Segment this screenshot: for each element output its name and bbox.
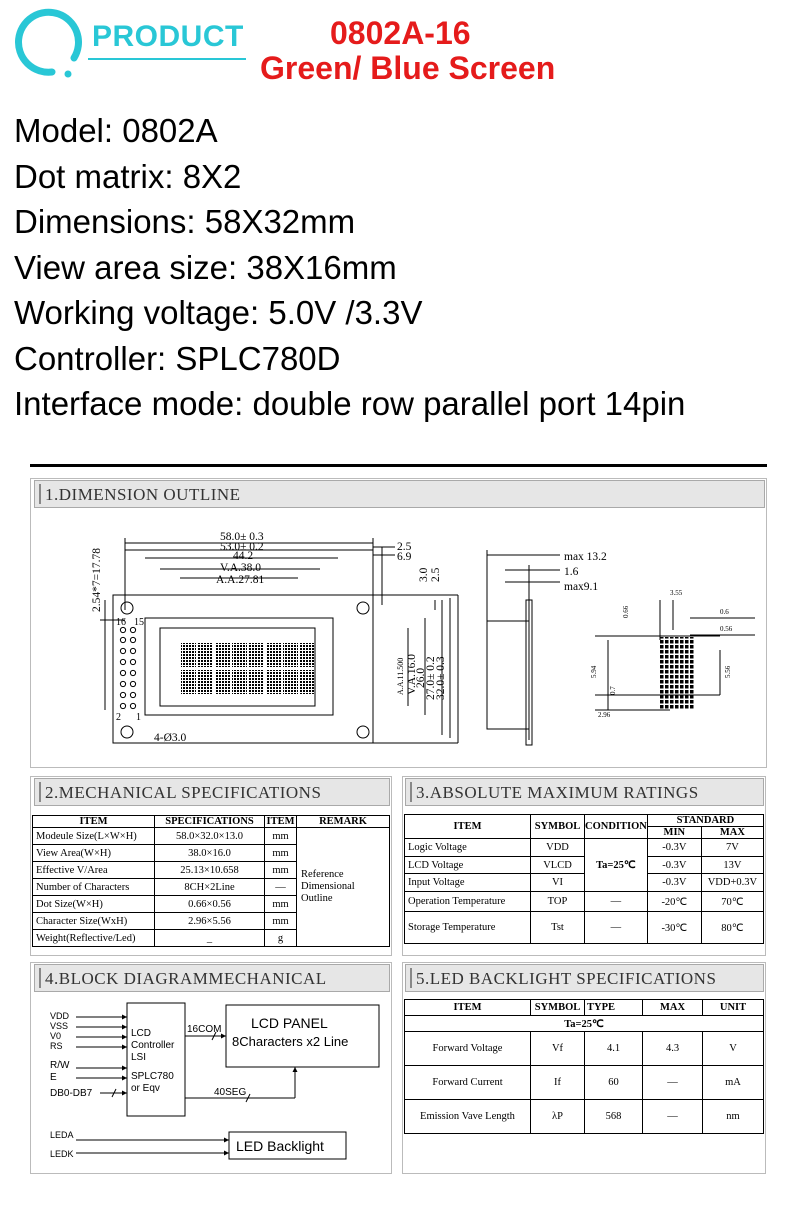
spec-list	[14, 108, 685, 427]
mech-th-item: ITEM	[33, 816, 155, 828]
mech-cell: Number of Characters	[33, 879, 155, 896]
block-input-rs: RS	[50, 1041, 63, 1051]
ratings-condition: Ta=25℃	[585, 839, 648, 892]
pin-15: 15	[134, 617, 144, 628]
section-block-title: 4.BLOCK DIAGRAMMECHANICAL	[45, 969, 327, 988]
ratings-th-item: ITEM	[405, 815, 531, 839]
dim-top-1: 53.0± 0.2	[220, 541, 264, 553]
dim-vert-6: 32.0± 0.3	[435, 656, 447, 700]
led-cell: 4.1	[585, 1032, 643, 1066]
ratings-th-symbol: SYMBOL	[531, 815, 585, 839]
ratings-th-min: MIN	[647, 827, 701, 839]
ratings-cell: LCD Voltage	[405, 856, 531, 874]
block-led-a: LEDA	[50, 1130, 74, 1140]
mech-cell: g	[265, 930, 297, 947]
dim-vert-4: 26.0	[415, 667, 427, 688]
section-ratings-header	[405, 778, 764, 806]
dot-dim-0: 3.55	[670, 589, 683, 597]
spec-dimensions: Dimensions: 58X32mm	[14, 203, 356, 240]
pin-2: 2	[116, 712, 121, 723]
dim-side-0: max 13.2	[564, 551, 607, 563]
mech-cell: —	[265, 879, 297, 896]
dim-right-top-0: 2.5	[397, 541, 412, 553]
block-controller-0: LCD	[131, 1028, 152, 1039]
block-controller-3: SPLC780	[131, 1071, 174, 1082]
ratings-table	[404, 814, 764, 944]
block-seg: 40SEG	[214, 1087, 247, 1098]
block-input-rw: R/W	[50, 1060, 70, 1071]
pin-16: 16	[116, 617, 126, 628]
dim-top-3: V.A.38.0	[220, 562, 262, 574]
mech-cell: mm	[265, 862, 297, 879]
ratings-cell: VLCD	[531, 856, 585, 874]
ratings-cell: TOP	[531, 892, 585, 912]
mech-cell: mm	[265, 845, 297, 862]
dim-vert-3: V.A.16.0	[406, 653, 418, 695]
led-cell: 4.3	[643, 1032, 703, 1066]
mech-th-item2: ITEM	[266, 816, 295, 827]
led-cell: Vf	[531, 1032, 585, 1066]
spec-dot-matrix: Dot matrix: 8X2	[14, 157, 242, 195]
ratings-cell: -0.3V	[647, 874, 701, 892]
ratings-cell: -30℃	[647, 912, 701, 944]
ratings-cell: —	[585, 912, 648, 944]
table-row	[405, 892, 764, 912]
led-cell: Forward Current	[405, 1066, 531, 1100]
ratings-cell: VI	[531, 874, 585, 892]
led-cell: —	[643, 1100, 703, 1134]
led-cell: mA	[703, 1066, 764, 1100]
mech-cell: 58.0×32.0×13.0	[155, 828, 265, 845]
block-controller-1: Controller	[131, 1040, 175, 1051]
section-led-title: 5.LED BACKLIGHT SPECIFICATIONS	[416, 969, 717, 988]
mech-cell: Dot Size(W×H)	[33, 896, 155, 913]
mech-table	[32, 815, 390, 947]
dot-dim-4: 5.94	[590, 665, 598, 678]
dim-top-0: 58.0± 0.3	[220, 531, 264, 543]
mech-cell: 8CH×2Line	[155, 879, 265, 896]
section-mech-title: 2.MECHANICAL SPECIFICATIONS	[45, 783, 322, 802]
block-panel-1: 8Characters x2 Line	[232, 1034, 349, 1049]
mech-cell: 0.66×0.56	[155, 896, 265, 913]
ratings-cell: Logic Voltage	[405, 839, 531, 857]
ratings-cell: -0.3V	[647, 856, 701, 874]
ratings-th-standard: STANDARD	[647, 815, 763, 827]
spec-controller: Controller: SPLC780D	[14, 339, 341, 377]
block-backlight: LED Backlight	[236, 1138, 324, 1154]
mech-cell: mm	[265, 913, 297, 930]
dim-vert-0: 3.0	[418, 567, 430, 582]
dimension-drawing	[30, 510, 767, 768]
table-row	[405, 912, 764, 944]
mech-cell: mm	[265, 896, 297, 913]
table-row	[405, 1032, 764, 1066]
led-th-unit: UNIT	[703, 1000, 764, 1016]
logo-underline	[88, 58, 246, 60]
dim-pitch: 2.54*7=17.78	[91, 548, 103, 612]
spec-view-area: View area size: 38X16mm	[14, 248, 397, 286]
dot-dim-3: 0.66	[622, 605, 630, 618]
block-input-v0: V0	[50, 1031, 62, 1041]
dim-vert-5: 27.0± 0.2	[425, 656, 437, 700]
led-table	[404, 999, 764, 1134]
ratings-cell: -20℃	[647, 892, 701, 912]
led-th-item: ITEM	[405, 1000, 531, 1016]
mech-cell: 38.0×16.0	[155, 845, 265, 862]
mech-remark	[297, 828, 390, 947]
led-th-symbol: SYMBOL	[531, 1000, 585, 1016]
section-led-header	[405, 964, 764, 992]
spec-interface: Interface mode: double row parallel port 14pin	[14, 385, 686, 422]
block-input-vss: VSS	[50, 1021, 69, 1031]
ratings-cell: —	[585, 892, 648, 912]
led-cell: If	[531, 1066, 585, 1100]
dot-dim-2: 0.56	[720, 625, 733, 633]
block-panel-0: LCD PANEL	[251, 1015, 328, 1031]
mech-cell: 2.96×5.56	[155, 913, 265, 930]
table-row	[405, 1100, 764, 1134]
mech-cell: Weight(Reflective/Led)	[33, 930, 155, 947]
led-cell: —	[643, 1066, 703, 1100]
table-row	[405, 1066, 764, 1100]
dim-top-4: A.A.27.81	[216, 574, 265, 586]
mech-cell: _	[155, 930, 265, 947]
ratings-th-max: MAX	[701, 827, 763, 839]
spec-voltage: Working voltage: 5.0V /3.3V	[14, 294, 423, 331]
ratings-th-condition: CONDITION	[585, 815, 648, 839]
table-row	[33, 828, 390, 845]
section-block-header	[34, 964, 390, 992]
ratings-cell: 80℃	[701, 912, 763, 944]
ratings-cell: 7V	[701, 839, 763, 857]
led-cell: Emission Vave Length	[405, 1100, 531, 1134]
dim-side-2: max9.1	[564, 581, 599, 593]
ratings-cell: Operation Temperature	[405, 892, 531, 912]
led-cell: 60	[585, 1066, 643, 1100]
led-cell: V	[703, 1032, 764, 1066]
block-input-db: DB0-DB7	[50, 1088, 93, 1099]
mech-cell: mm	[265, 828, 297, 845]
dim-side-1: 1.6	[564, 566, 579, 578]
dot-dim-6: 5.56	[724, 665, 732, 678]
ratings-cell: 70℃	[701, 892, 763, 912]
ratings-cell: VDD+0.3V	[701, 874, 763, 892]
ratings-cell: Input Voltage	[405, 874, 531, 892]
dim-right-top-1: 6.9	[397, 551, 412, 563]
block-com: 16COM	[187, 1024, 222, 1035]
section-mech-header	[34, 778, 390, 806]
dim-hole: 4-Ø3.0	[154, 732, 187, 744]
logo-text: PRODUCT	[92, 20, 244, 53]
spec-model: Model: 0802A	[14, 112, 218, 149]
led-cell: λP	[531, 1100, 585, 1134]
led-cell: 568	[585, 1100, 643, 1134]
ratings-cell: Tst	[531, 912, 585, 944]
section-ratings-title: 3.ABSOLUTE MAXIMUM RATINGS	[416, 783, 699, 802]
divider	[30, 464, 767, 467]
table-row	[405, 874, 764, 892]
block-diagram	[30, 995, 392, 1173]
dim-vert-2: A.A.11.500	[396, 657, 405, 695]
table-row	[405, 839, 764, 857]
block-controller-4: or Eqv	[131, 1083, 160, 1094]
section-dimension-header	[34, 480, 765, 508]
table-row	[405, 856, 764, 874]
ratings-cell: 13V	[701, 856, 763, 874]
mech-cell: Effective V/Area	[33, 862, 155, 879]
mech-cell: View Area(W×H)	[33, 845, 155, 862]
led-cell: Forward Voltage	[405, 1032, 531, 1066]
ratings-cell: Storage Temperature	[405, 912, 531, 944]
mech-th-spec: SPECIFICATIONS	[155, 816, 265, 828]
block-input-vdd: VDD	[50, 1011, 70, 1021]
block-input-e: E	[50, 1072, 57, 1083]
dim-vert-1: 2.5	[430, 567, 442, 582]
ratings-cell: VDD	[531, 839, 585, 857]
mech-cell: Character Size(WxH)	[33, 913, 155, 930]
block-controller-2: LSI	[131, 1052, 147, 1063]
product-title: 0802A-16	[330, 15, 471, 51]
logo-ring-icon	[12, 8, 82, 78]
mech-th-remark: REMARK	[297, 816, 390, 828]
led-condition: Ta=25℃	[405, 1016, 764, 1032]
dot-dim-7: 2.96	[598, 711, 611, 719]
led-th-type: TYPE	[585, 1000, 643, 1016]
block-led-k: LEDK	[50, 1149, 74, 1159]
mech-cell: Modeule Size(L×W×H)	[33, 828, 155, 845]
mech-cell: 25.13×10.658	[155, 862, 265, 879]
dot-dim-1: 0.6	[720, 608, 729, 616]
led-th-max: MAX	[643, 1000, 703, 1016]
dim-top-2: 44.2	[233, 550, 254, 562]
product-subtitle: Green/ Blue Screen	[260, 50, 556, 86]
dot-dim-5: 0.7	[609, 686, 617, 695]
mech-remark-text: Reference Dimensional Outline	[301, 869, 355, 904]
led-cell: nm	[703, 1100, 764, 1134]
pin-1: 1	[136, 712, 141, 723]
section-dimension-title: 1.DIMENSION OUTLINE	[45, 485, 241, 504]
ratings-cell: -0.3V	[647, 839, 701, 857]
